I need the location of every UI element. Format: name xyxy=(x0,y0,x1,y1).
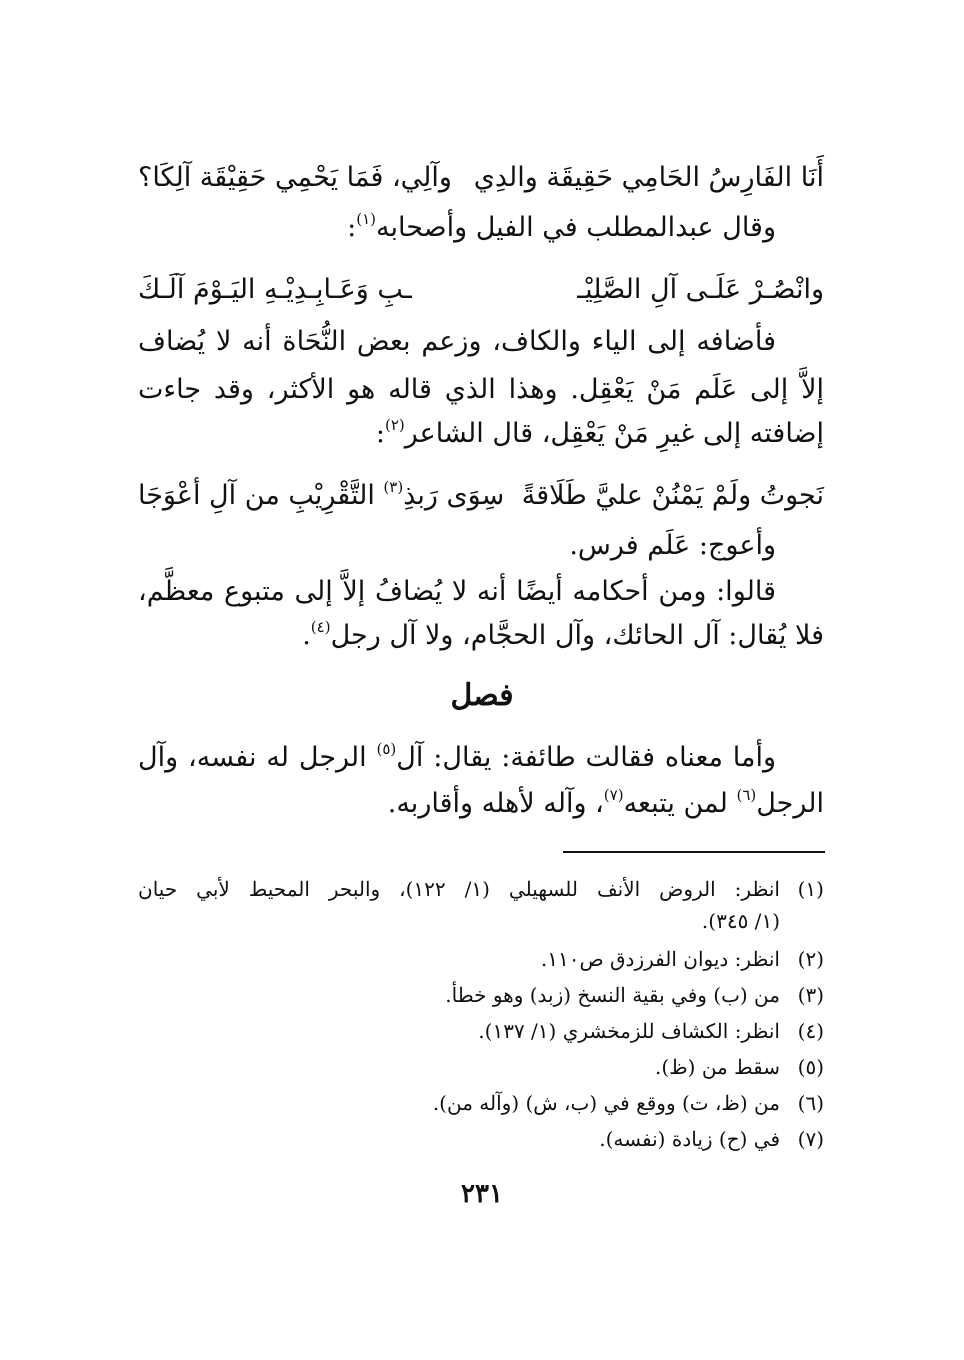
paragraph-line: فلا يُقال: آل الحائك، وآل الحجَّام، ولا آل رجل$^{(٤)}$. xyxy=(302,618,824,651)
footnote-text: في (ح) زيادة (نفسه). xyxy=(599,1127,780,1151)
verse-line xyxy=(138,476,824,516)
footnote-text: من (ب) وفي بقية النسخ (زبد) وهو خطأ. xyxy=(445,983,780,1007)
verse-line xyxy=(138,270,824,310)
footnote-ref: (٤) xyxy=(310,618,331,636)
footnote xyxy=(138,979,824,1011)
footnote-text: انظر: الكشاف للزمخشري (١/ ١٣٧). xyxy=(478,1019,780,1043)
footnote-text: سقط من (ظ). xyxy=(655,1055,780,1079)
paragraph-line: إضافته إلى غيرِ مَنْ يَعْقِل، قال الشاعر$^{(٢)}$: xyxy=(375,416,824,449)
footnote xyxy=(138,1051,824,1083)
footnote-ref: (٦) xyxy=(736,786,757,804)
footnote-ref: (٣) xyxy=(383,478,404,496)
footnote-number: (٤) xyxy=(797,1019,824,1043)
paragraph-line: وأما معناه فقالت طائفة: يقال: آل$^{(٥)}$ الرجل له نفسه، وآل xyxy=(138,740,777,773)
footnote-text: انظر: الروض الأنف للسهيلي (١/ ١٢٢)، والبحر المحيط لأبي حيان xyxy=(138,877,780,901)
paragraph-line: الرجل$^{(٦)}$ لمن يتبعه$^{(٧)}$، وآله لأهله وأقاربه. xyxy=(387,786,824,819)
verse-hemistich-second: وآلِي، فَمَا يَحْمِي حَقِيْقَة آلِكَا؟ xyxy=(138,162,452,193)
page-number: ٢٣١ xyxy=(461,1179,503,1209)
paragraph-line: فأضافه إلى الياء والكاف، وزعم بعض النُّحَاة أنه لا يُضاف xyxy=(138,326,776,357)
footnote-continuation: (١/ ٣٤٥). xyxy=(701,909,780,933)
paragraph-line: وقال عبدالمطلب في الفيل وأصحابه$^{(١)}$: xyxy=(347,210,776,243)
footnote-ref: (٥) xyxy=(376,740,397,758)
verse-hemistich-first: أَنَا الفَارِسُ الحَامِي حَقِيقَة والدِي xyxy=(473,162,824,193)
footnote xyxy=(138,943,824,975)
footnote-text: من (ظ، ت) ووقع في (ب، ش) (وآله من). xyxy=(432,1091,780,1115)
footnote-ref: (١) xyxy=(356,210,376,228)
footnote-number: (٥) xyxy=(797,1055,824,1079)
footnote xyxy=(138,1087,824,1119)
footnote-text: انظر: ديوان الفرزدق ص١١٠. xyxy=(540,947,780,971)
verse-hemistich-first: نَجوتُ ولَمْ يَمْنُنْ عليَّ طَلَاقةً xyxy=(521,480,824,511)
verse-hemistich-second: ـبِ وَعَـابِـدِيْـهِ اليَـوْمَ آلَـكَ xyxy=(138,274,412,305)
footnote-number: (١) xyxy=(797,877,824,901)
footnote-ref: (٢) xyxy=(384,416,405,434)
paragraph-line: إلاَّ إلى عَلَم مَنْ يَعْقِل. وهذا الذي قاله هو الأكثر، وقد جاءت xyxy=(138,374,824,405)
verse-line xyxy=(138,158,824,198)
footnote-ref: (٧) xyxy=(603,786,624,804)
footnote-number: (٧) xyxy=(797,1127,824,1151)
footnote-number: (٣) xyxy=(797,983,824,1007)
paragraph-line: قالوا: ومن أحكامه أيضًا أنه لا يُضافُ إلاَّ إلى متبوع معظَّم، xyxy=(138,576,776,607)
footnote-separator xyxy=(563,851,825,853)
footnote xyxy=(138,873,824,905)
footnote-number: (٦) xyxy=(797,1091,824,1115)
verse-hemistich-first: وانْصُـرْ عَلَـى آلِ الصَّلِيْـ xyxy=(577,274,824,305)
footnote xyxy=(138,1015,824,1047)
verse-hemistich-second: سِوَى رَبذِ$^{(٣)}$ التَّقْرِيْبِ من آلِ أعْوَجَا xyxy=(138,478,505,511)
footnote xyxy=(138,1123,824,1155)
section-heading: فصل xyxy=(450,678,514,713)
footnote-number: (٢) xyxy=(797,947,824,971)
paragraph-line: وأعوج: عَلَم فرس. xyxy=(569,530,776,561)
